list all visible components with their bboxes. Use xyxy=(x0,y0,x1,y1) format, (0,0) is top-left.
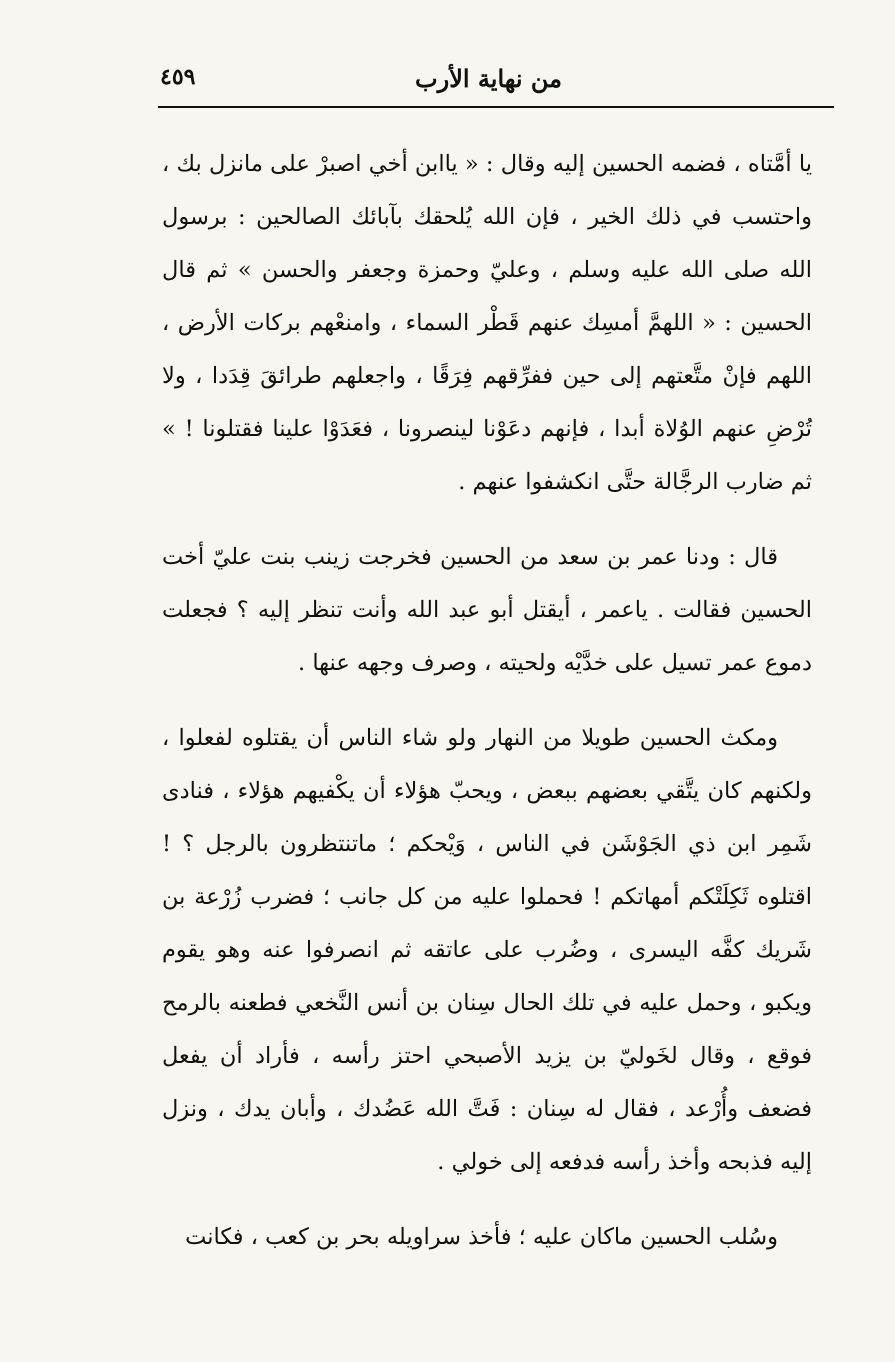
header-rule xyxy=(158,106,834,108)
page-number: ٤٥٩ xyxy=(160,64,196,90)
paragraph: قال : ودنا عمر بن سعد من الحسين فخرجت زينب بنت عليّ أخت الحسين فقالت . ياعمر ، أيقتل أبو عبد الله وأنت تنظر إليه ؟ فجعلت دموع عمر تسيل على خدَّيْه ولحيته ، وصرف وجهه عنها . xyxy=(162,544,812,676)
running-title: من نهاية الأرب xyxy=(415,64,562,93)
paragraph: وسُلب الحسين ماكان عليه ؛ فأخذ سراويله بحر بن كعب ، فكانت xyxy=(185,1224,778,1250)
paragraph: يا أمَّتاه ، فضمه الحسين إليه وقال : « ياابن أخي اصبرْ على مانزل بك ، واحتسب في ذلك الخير ، فإن الله يُلحقك بآبائك الصالحين : برسول الله صلى الله عليه وسلم ، وعليّ وحمزة وجعفر والحسن » ثم قال الحسين : « اللهمَّ أمسِك عنهم قَطْر السماء ، وامنعْهم بركات الأرض ، اللهم فإنْ متَّعتهم إلى حين ففرِّقهم فِرَقًا ، واجعلهم طرائقَ قِدَدا ، ولا تُرْضِ عنهم الوُلاة أبدا ، فإنهم دعَوْنا لينصرونا ، فعَدَوْا علينا فقتلونا ! » ثم ضارب الرجَّالة حتَّى انكشفوا عنهم . xyxy=(162,151,812,495)
page-header xyxy=(160,58,832,102)
page-body xyxy=(162,138,812,1264)
paragraph: ومكث الحسين طويلا من النهار ولو شاء الناس أن يقتلوه لفعلوا ، ولكنهم كان يتَّقي بعضهم ببعض ، ويحبّ هؤلاء أن يكْفيهم هؤلاء ، فنادى شَمِر ابن ذي الجَوْشَن في الناس ، وَيْحكم ؛ ماتنتظرون بالرجل ؟ ! اقتلوه ثَكِلَتْكم أمهاتكم ! فحملوا عليه من كل جانب ؛ فضرب زُرْعة بن شَريك كفَّه اليسرى ، وضُرب على عاتقه ثم انصرفوا عنه وهو يقوم ويكبو ، وحمل عليه في تلك الحال سِنان بن أنس النَّخعي فطعنه بالرمح فوقع ، وقال لخَوليّ بن يزيد الأصبحي احتز رأسه ، فأراد أن يفعل فضعف وأُرْعد ، فقال له سِنان : فَتَّ الله عَضُدك ، وأبان يدك ، ونزل إليه فذبحه وأخذ رأسه فدفعه إلى خولي . xyxy=(162,725,812,1175)
